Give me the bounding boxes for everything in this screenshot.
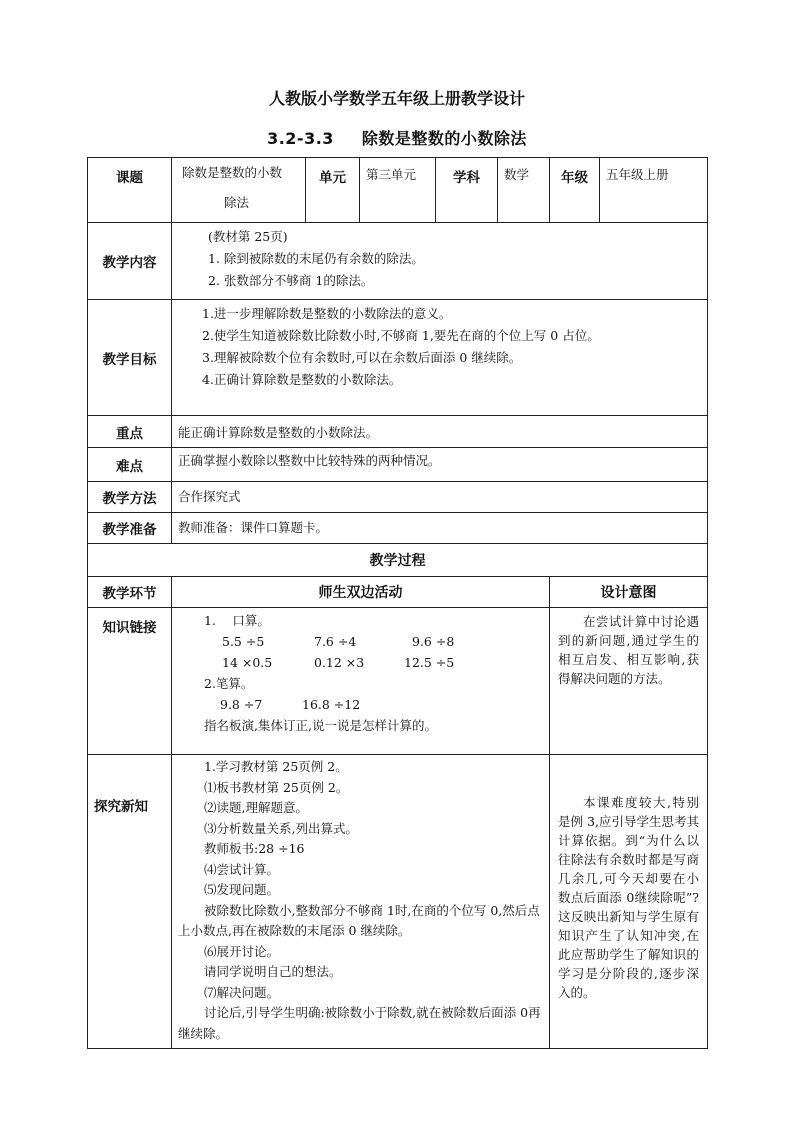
calc-item: 16.8 ÷12 (302, 697, 361, 712)
goals-value (172, 300, 708, 416)
activity-column-header: 师生双边活动 (172, 577, 550, 608)
written-calc-row (204, 694, 549, 715)
link-row (88, 608, 708, 755)
difficulty-value: 正确掌握小数除以整数中比较特殊的两种情况。 (172, 448, 708, 482)
content-line: (教材第 25页) (208, 229, 288, 244)
method-label: 教学方法 (88, 482, 172, 513)
calc-item: 9.6 ÷8 (412, 634, 455, 649)
oral-calc-row (204, 631, 549, 652)
calc-item: 0.12 ×3 (314, 655, 365, 670)
content-line: 1. 除到被除数的末尾仍有余数的除法。 (208, 251, 424, 266)
method-row (88, 482, 708, 513)
lesson-plan-table (87, 157, 708, 1049)
explore-line: ⑸发现问题。 (204, 882, 280, 897)
goals-row (88, 300, 708, 416)
topic-line1: 除数是整数的小数 (182, 165, 283, 180)
calc-item: 7.6 ÷4 (314, 634, 357, 649)
calc-item: 12.5 ÷5 (404, 655, 455, 670)
content-label: 教学内容 (88, 223, 172, 300)
process-heading-row (88, 544, 708, 577)
link-stage-label: 知识链接 (88, 608, 172, 755)
prep-row (88, 513, 708, 544)
grade-value: 五年级上册 (600, 158, 708, 223)
keypoint-value: 能正确计算除数是整数的小数除法。 (172, 416, 708, 448)
process-heading: 教学过程 (88, 544, 708, 577)
explore-activity (172, 755, 550, 1049)
goal-line: 3.理解被除数个位有余数时,可以在余数后面添 0 继续除。 (202, 350, 522, 365)
calc-item: 9.8 ÷7 (220, 697, 263, 712)
explore-line: 1.学习教材第 25页例 2。 (204, 759, 348, 774)
prep-value: 教师准备：课件口算题卡。 (172, 513, 708, 544)
info-row (88, 158, 708, 223)
calc-item: 5.5 ÷5 (222, 634, 265, 649)
subject-label: 学科 (436, 158, 498, 223)
unit-value: 第三单元 (360, 158, 436, 223)
explore-line: ⑶分析数量关系,列出算式。 (204, 820, 358, 836)
explore-line: 教师板书:28 ÷16 (204, 841, 305, 856)
process-header-row (88, 577, 708, 608)
goal-line: 1.进一步理解除数是整数的小数除法的意义。 (202, 306, 452, 321)
explore-intent: 本课难度较大,特别是例 3,应引导学生思考其计算依据。到“为什么以往除法有余数时都是写商几余几,可今天却要在小数点后面添 0继续除呢”?这反映出新知与学生原有知识产生了认知冲突,在此应帮助学生了解知识的学习是分阶段的,逐步深入的。 (550, 755, 708, 1049)
explore-line: ⑵读题,理解题意。 (204, 800, 308, 815)
explore-paragraph: 讨论后,引导学生明确:被除数小于除数,就在被除数后面添 0再继续除。 (178, 1005, 541, 1041)
prep-label: 教学准备 (88, 513, 172, 544)
link-closing: 指名板演,集体订正,说一说是怎样计算的。 (204, 718, 437, 733)
section-number: 3.2-3.3 (267, 129, 334, 148)
explore-row (88, 755, 708, 1049)
calc-item: 14 ×0.5 (222, 655, 273, 670)
keypoint-row (88, 416, 708, 448)
document-title: 人教版小学数学五年级上册教学设计 (268, 89, 525, 108)
goals-label: 教学目标 (88, 300, 172, 416)
oral-calc-label: 1. 口算。 (204, 613, 270, 628)
explore-stage-label: 探究新知 (88, 755, 172, 1049)
intent-column-header: 设计意图 (550, 577, 708, 608)
explore-line: 请同学说明自己的想法。 (204, 964, 342, 979)
explore-line: ⑷尝试计算。 (204, 861, 280, 877)
difficulty-row (88, 448, 708, 482)
explore-line: ⑺解决问题。 (204, 984, 280, 1000)
written-calc-label: 2.笔算。 (204, 676, 254, 691)
difficulty-label: 难点 (88, 448, 172, 482)
unit-label: 单元 (306, 158, 360, 223)
subject-value: 数学 (498, 158, 550, 223)
section-heading (0, 126, 794, 149)
link-activity (172, 608, 550, 755)
oral-calc-row (204, 652, 549, 673)
grade-label: 年级 (550, 158, 600, 223)
goal-line: 4.正确计算除数是整数的小数除法。 (202, 372, 402, 387)
topic-label: 课题 (88, 158, 172, 223)
explore-line: ⑹展开讨论。 (204, 943, 280, 959)
content-row (88, 223, 708, 300)
content-value (172, 223, 708, 300)
link-intent: 在尝试计算中讨论遇到的新问题,通过学生的相互启发、相互影响,获得解决问题的方法。 (550, 608, 708, 755)
keypoint-label: 重点 (88, 416, 172, 448)
topic-line2: 除法 (224, 195, 250, 210)
method-value: 合作探究式 (172, 482, 708, 513)
topic-value (172, 158, 306, 223)
goal-line: 2.使学生知道被除数比除数小时,不够商 1,要先在商的个位上写 0 占位。 (202, 328, 600, 343)
content-line: 2. 张数部分不够商 1的除法。 (208, 273, 374, 288)
explore-paragraph: 被除数比除数小,整数部分不够商 1时,在商的个位写 0,然后点上小数点,再在被除数的末尾添 0 继续除。 (178, 902, 540, 938)
explore-line: ⑴板书教材第 25页例 2。 (204, 779, 349, 795)
stage-column-header: 教学环节 (88, 577, 172, 608)
section-title: 除数是整数的小数除法 (361, 129, 527, 148)
